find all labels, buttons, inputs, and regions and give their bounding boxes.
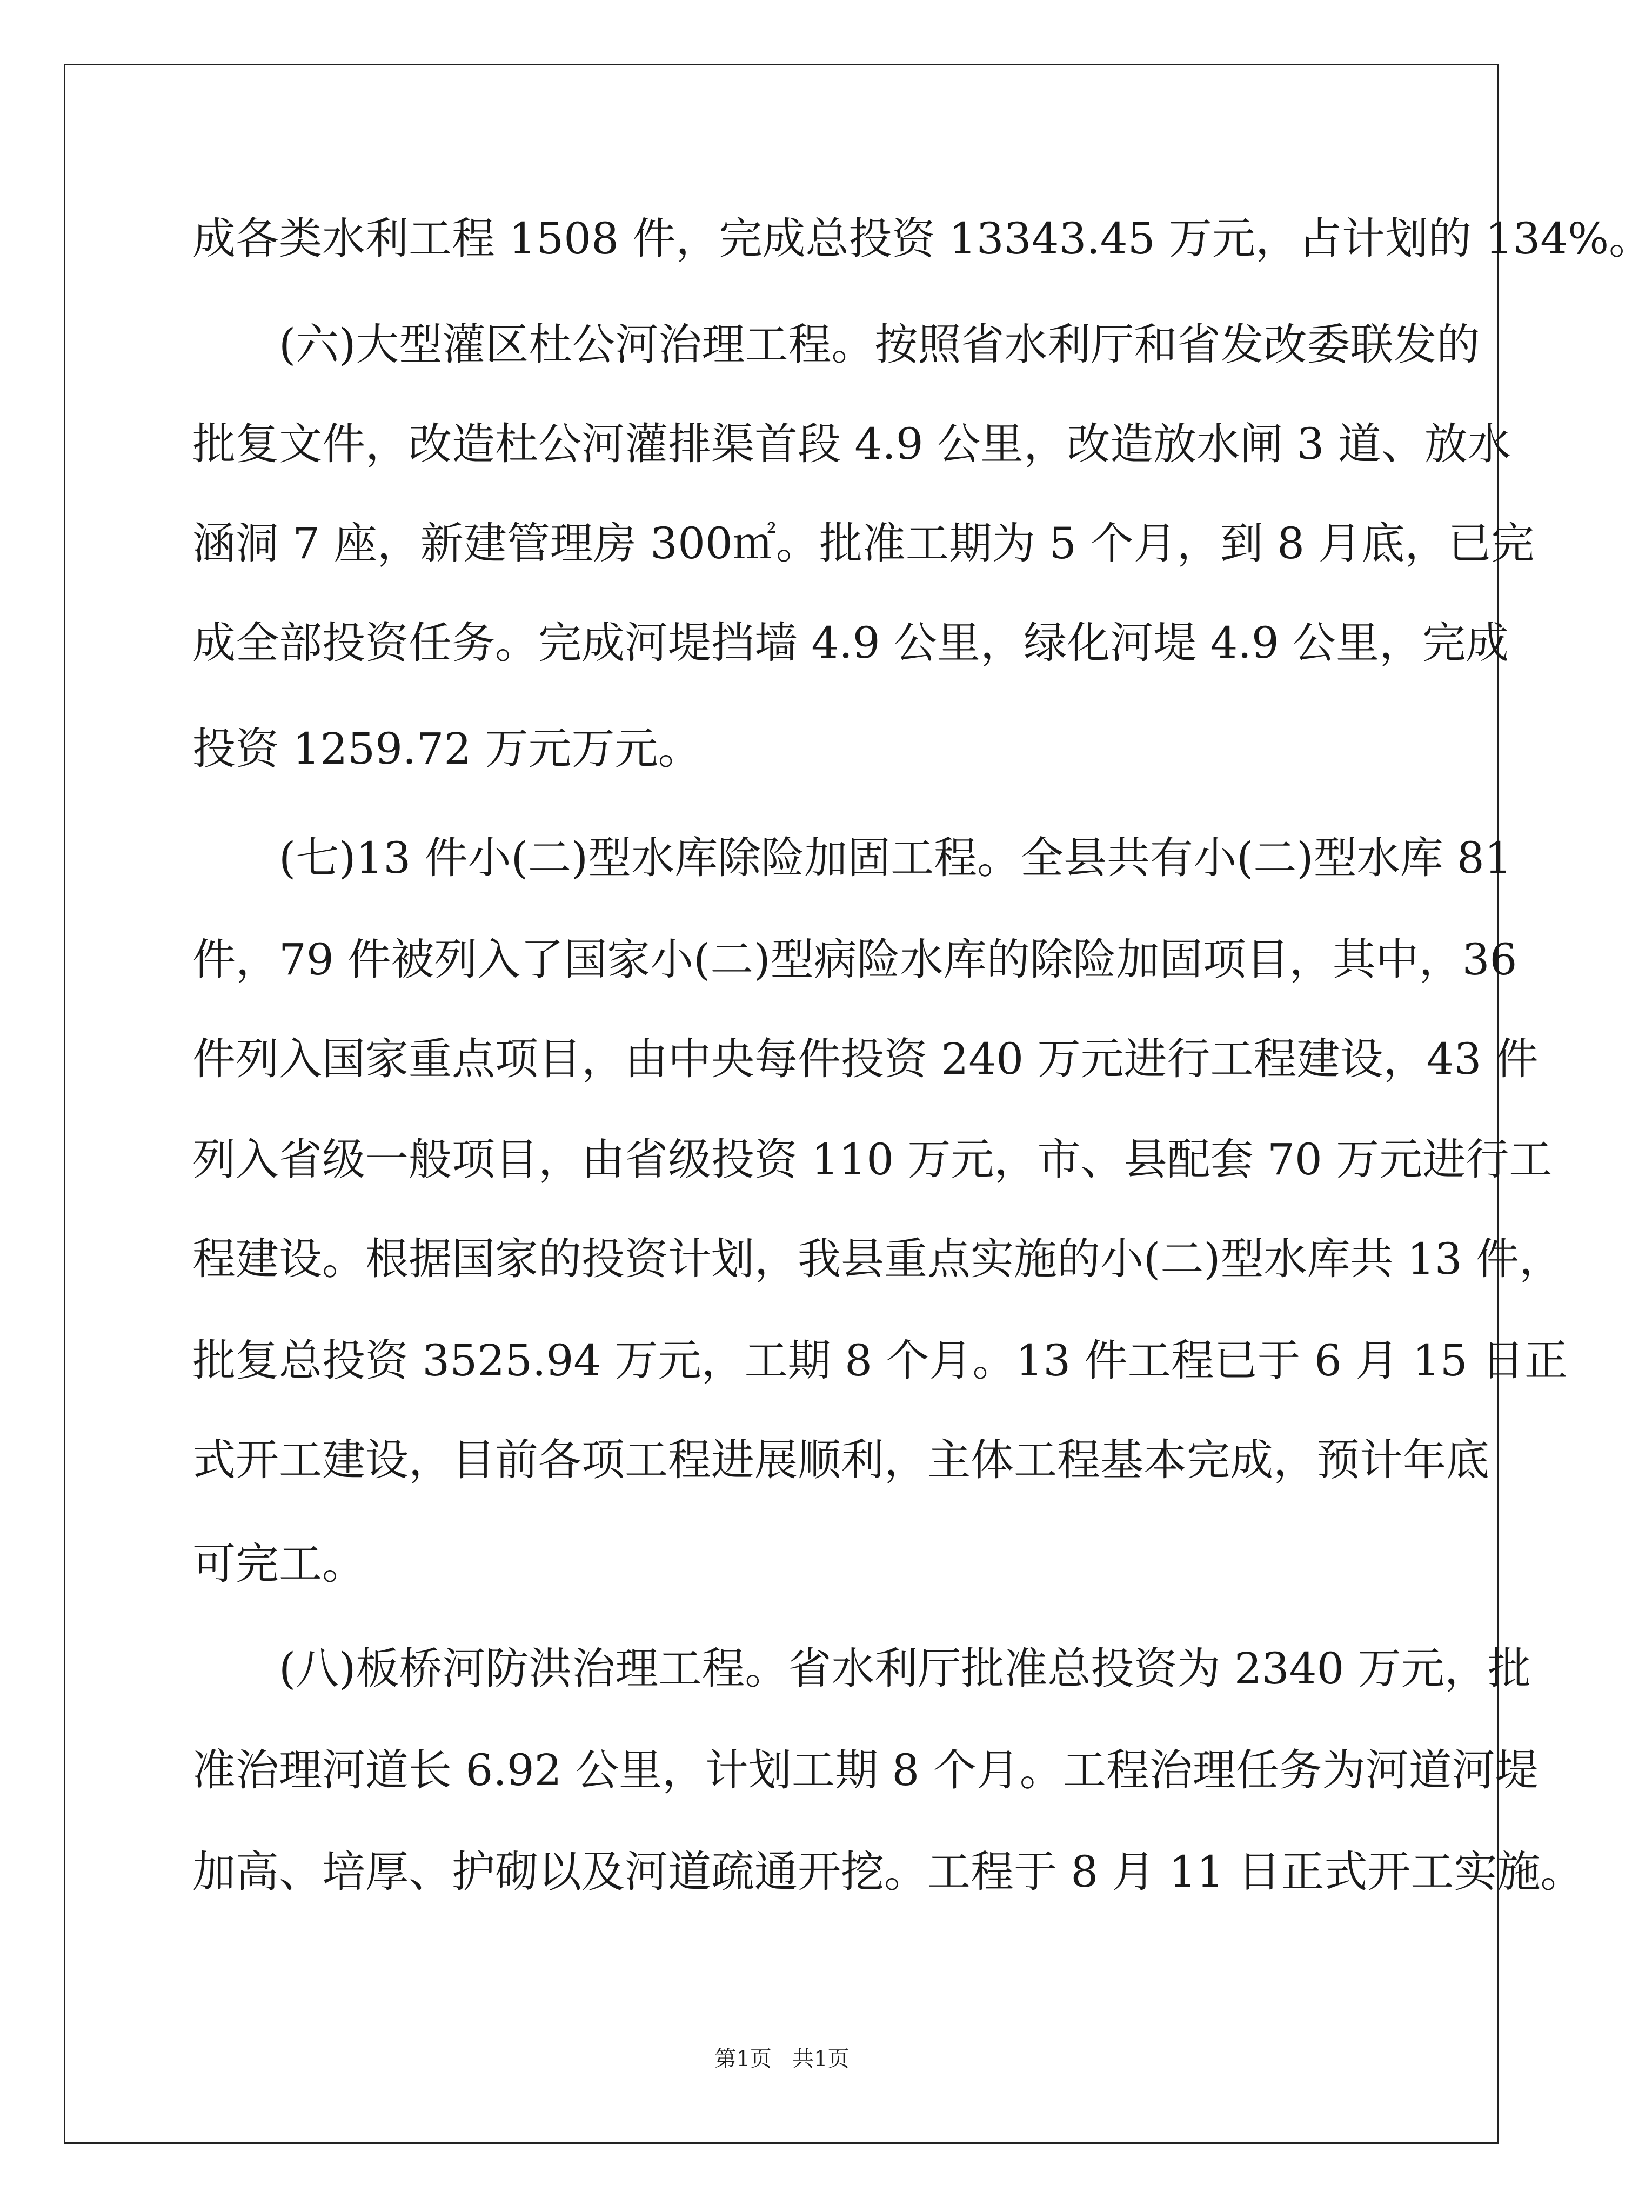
body-text-line: 可完工。 (192, 1539, 365, 1589)
body-text-line: 批复总投资 3525.94 万元，工期 8 个月。13 件工程已于 6 月 15 日正 (192, 1335, 1568, 1386)
body-text-line: 成各类水利工程 1508 件，完成总投资 13343.45 万元，占计划的 134%。 (192, 213, 1652, 264)
body-text-line: 准治理河道长 6.92 公里，计划工期 8 个月。工程治理任务为河道河堤 (192, 1745, 1539, 1795)
body-text-line: 件列入国家重点项目，由中央每件投资 240 万元进行工程建设，43 件 (192, 1034, 1539, 1084)
paragraph-7-first-line: (七)13 件小(二)型水库除险加固工程。全县共有小(二)型水库 81 (279, 833, 1512, 883)
body-text-line: 成全部投资任务。完成河堤挡墙 4.9 公里，绿化河堤 4.9 公里，完成 (192, 618, 1509, 668)
page-number-footer: 第1页 共1页 (714, 2047, 850, 2071)
body-text-line: 程建设。根据国家的投资计划，我县重点实施的小(二)型水库共 13 件， (192, 1234, 1563, 1284)
body-text-line: 涵洞 7 座，新建管理房 300㎡。批准工期为 5 个月，到 8 月底，已完 (192, 518, 1535, 569)
paragraph-6-first-line: (六)大型灌区杜公河治理工程。按照省水利厅和省发改委联发的 (279, 319, 1480, 370)
paragraph-8-first-line: (八)板桥河防洪治理工程。省水利厅批准总投资为 2340 万元，批 (279, 1643, 1531, 1694)
body-text-line: 列入省级一般项目，由省级投资 110 万元，市、县配套 70 万元进行工 (192, 1134, 1553, 1185)
body-text-line: 投资 1259.72 万元万元。 (192, 724, 701, 774)
body-text-line: 加高、培厚、护砌以及河道疏通开挖。工程于 8 月 11 日正式开工实施。 (192, 1847, 1584, 1897)
body-text-line: 件，79 件被列入了国家小(二)型病险水库的除险加固项目，其中，36 (192, 934, 1517, 985)
body-text-line: 批复文件，改造杜公河灌排渠首段 4.9 公里，改造放水闸 3 道、放水 (192, 419, 1511, 469)
body-text-line: 式开工建设，目前各项工程进展顺利，主体工程基本完成，预计年底 (192, 1435, 1489, 1485)
